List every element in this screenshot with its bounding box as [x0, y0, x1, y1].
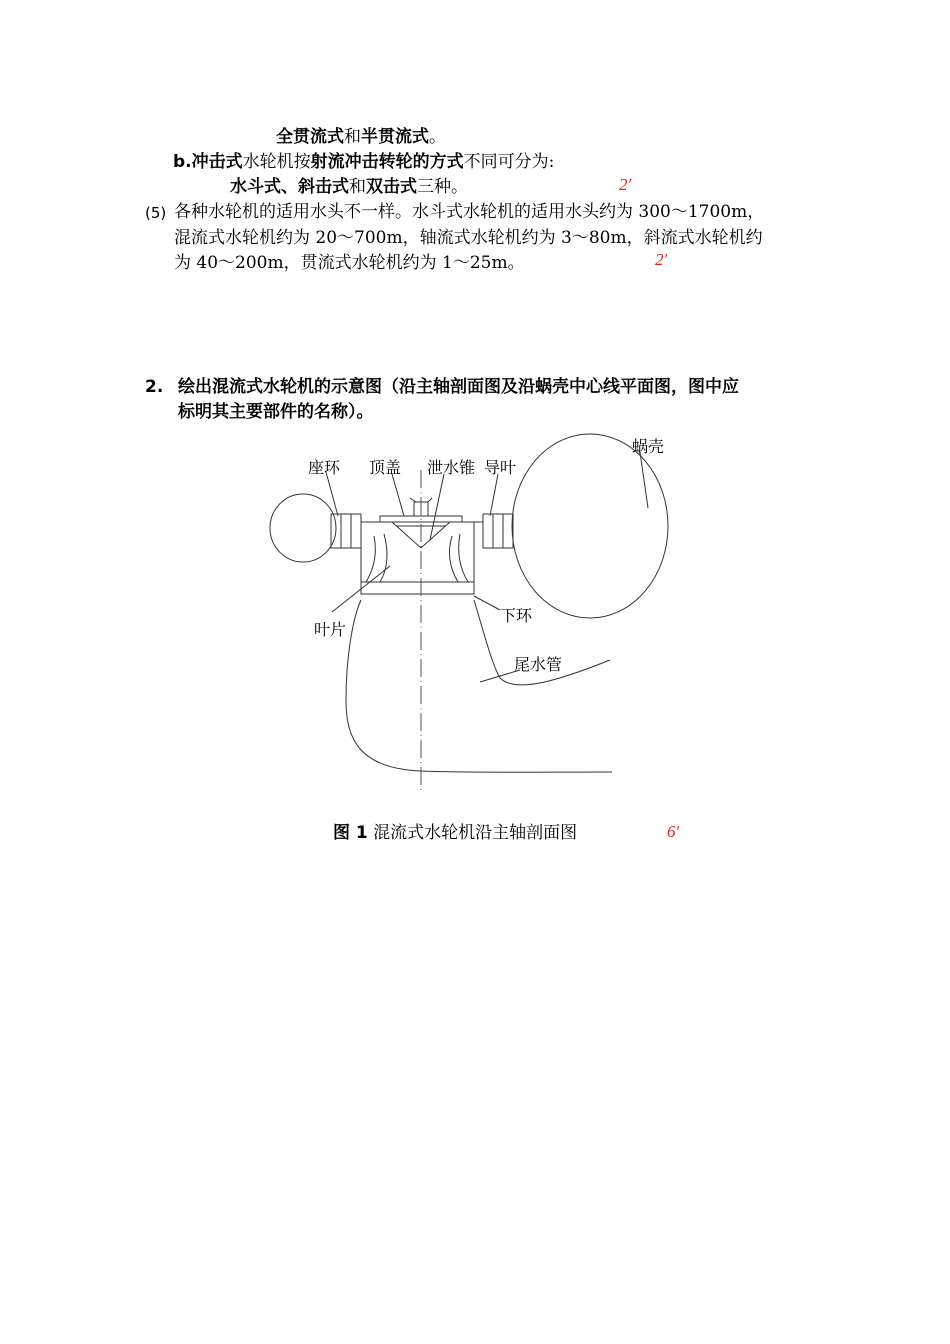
leader-line	[490, 474, 498, 516]
stay-ring-right	[483, 514, 513, 548]
impulse-term: 冲击式	[191, 152, 243, 172]
leader-line	[430, 474, 444, 540]
pelton-term: 水斗式	[230, 177, 281, 197]
and-text: 和	[344, 127, 361, 147]
draft-tube	[346, 600, 612, 772]
crossflow-term: 双击式	[366, 177, 417, 197]
leader-line	[640, 452, 648, 508]
runner-blade-left	[366, 534, 387, 582]
three-types-text: 三种。	[417, 177, 468, 197]
score-mark: 2′	[655, 250, 668, 269]
caption-text: 混流式水轮机沿主轴剖面图	[373, 823, 578, 843]
leader-line	[326, 472, 338, 516]
jet-method-term: 射流冲击转轮的方式	[310, 152, 464, 172]
question-number: 2.	[145, 377, 164, 397]
label-discharge-cone: 泄水锥	[427, 458, 476, 477]
leader-line	[392, 474, 404, 516]
score-mark: 6′	[667, 822, 680, 841]
label-head-cover: 顶盖	[369, 458, 402, 477]
runner-band	[361, 582, 474, 594]
label-draft-tube: 尾水管	[514, 655, 563, 674]
item-number: (5)	[145, 204, 167, 222]
caption-prefix: 图 1	[333, 823, 368, 843]
impulse-text2: 不同可分为:	[463, 152, 555, 172]
label-stay-ring: 座环	[308, 458, 341, 477]
figure-caption	[333, 822, 577, 844]
volute-section-left	[270, 494, 336, 562]
sep-text: 、	[281, 177, 298, 197]
question2-line1: 绘出混流式水轮机的示意图（沿主轴剖面图及沿蜗壳中心线平面图，图中应	[178, 377, 739, 397]
and-text: 和	[349, 177, 366, 197]
head-cover	[361, 516, 483, 522]
full-tubular-term: 全贯流式	[276, 127, 344, 147]
impulse-prefix: b.	[173, 152, 192, 172]
leader-line	[474, 596, 500, 610]
volute-section-right	[512, 434, 668, 618]
period-text: 。	[429, 127, 446, 147]
label-blade: 叶片	[314, 620, 347, 639]
item5-line1: 各种水轮机的适用水头不一样。水斗式水轮机的适用水头约为 300～1700m，	[174, 202, 765, 222]
turgo-term: 斜击式	[298, 177, 349, 197]
runner-blade-right	[450, 534, 468, 582]
impulse-text1: 水轮机按	[242, 152, 311, 172]
label-guide-vane: 导叶	[484, 458, 517, 477]
item5-line3: 为 40～200m，贯流式水轮机约为 1～25m。	[174, 253, 525, 273]
item5-line2: 混流式水轮机约为 20～700m，轴流式水轮机约为 3～80m，斜流式水轮机约	[174, 228, 763, 248]
half-tubular-term: 半贯流式	[361, 127, 429, 147]
question2-line2: 标明其主要部件的名称）。	[178, 402, 374, 422]
label-band: 下环	[500, 606, 533, 625]
score-mark: 2′	[619, 175, 632, 194]
runner-crown	[361, 522, 474, 582]
label-volute: 蜗壳	[632, 437, 665, 456]
